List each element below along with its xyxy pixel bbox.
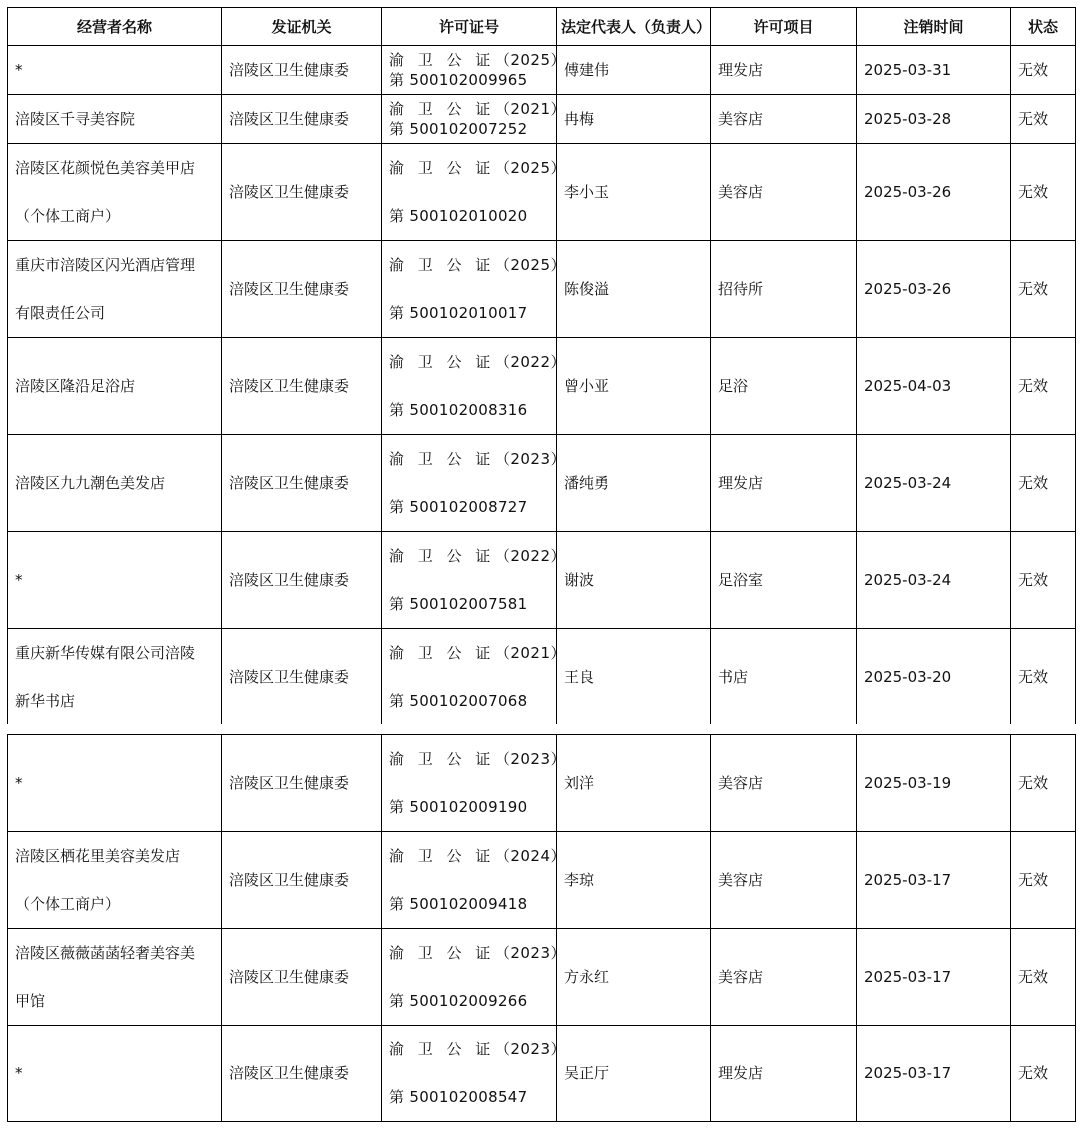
status-value: 无效 bbox=[1011, 1025, 1076, 1122]
license-year: （2023） bbox=[494, 943, 566, 962]
license-item: 美容店 bbox=[711, 95, 857, 144]
license-number-cell bbox=[382, 144, 566, 241]
license-item: 招待所 bbox=[711, 241, 857, 338]
status-value: 无效 bbox=[1011, 435, 1076, 532]
license-prefix: 渝 卫 公 证 bbox=[389, 256, 495, 274]
cancellation-date: 2025-03-17 bbox=[857, 1025, 1011, 1122]
table-row bbox=[8, 46, 1076, 95]
license-prefix: 渝 卫 公 证 bbox=[389, 51, 495, 69]
status-value: 无效 bbox=[1011, 338, 1076, 435]
table-row bbox=[8, 95, 1076, 144]
operator-name-cell bbox=[8, 1025, 222, 1122]
header-authority: 发证机关 bbox=[222, 8, 382, 46]
license-number-cell bbox=[382, 532, 566, 629]
legal-representative: 曾小亚 bbox=[557, 338, 711, 435]
license-number-cell bbox=[382, 338, 566, 435]
license-year: （2021） bbox=[494, 100, 566, 118]
license-prefix: 渝 卫 公 证 bbox=[389, 159, 495, 177]
operator-name-line2: （个体工商户） bbox=[15, 207, 121, 225]
table-row bbox=[8, 928, 1076, 1025]
legal-representative: 潘纯勇 bbox=[557, 435, 711, 532]
cancellation-date: 2025-03-17 bbox=[857, 928, 1011, 1025]
table-row bbox=[8, 831, 1076, 928]
license-number: 第 500102007252 bbox=[389, 120, 528, 138]
status-value: 无效 bbox=[1011, 241, 1076, 338]
legal-representative: 王良 bbox=[557, 629, 711, 726]
license-year: （2025） bbox=[494, 256, 566, 274]
operator-name: * bbox=[15, 773, 23, 792]
cancellation-date: 2025-03-20 bbox=[857, 629, 1011, 726]
operator-name-line2: 新华书店 bbox=[15, 692, 76, 710]
table-row bbox=[8, 1025, 1076, 1122]
status-value: 无效 bbox=[1011, 144, 1076, 241]
table-row bbox=[8, 532, 1076, 629]
license-item: 理发店 bbox=[711, 46, 857, 95]
operator-name: * bbox=[15, 61, 23, 79]
license-prefix: 渝 卫 公 证 bbox=[389, 450, 495, 468]
legal-representative: 陈俊溢 bbox=[557, 241, 711, 338]
operator-name-line2: 甲馆 bbox=[15, 991, 46, 1010]
license-prefix: 渝 卫 公 证 bbox=[389, 1040, 495, 1059]
operator-name-cell bbox=[8, 735, 222, 832]
license-number: 第 500102008316 bbox=[389, 401, 528, 419]
operator-name-cell bbox=[8, 46, 222, 95]
license-prefix: 渝 卫 公 证 bbox=[389, 547, 495, 565]
license-year: （2024） bbox=[494, 846, 566, 865]
license-number: 第 500102010017 bbox=[389, 304, 528, 322]
license-item: 美容店 bbox=[711, 831, 857, 928]
cancellation-date: 2025-03-28 bbox=[857, 95, 1011, 144]
operator-name-cell bbox=[8, 928, 222, 1025]
license-number: 第 500102009965 bbox=[389, 71, 528, 89]
license-number-cell bbox=[382, 735, 566, 832]
license-prefix: 渝 卫 公 证 bbox=[389, 100, 495, 118]
table-row bbox=[8, 735, 1076, 832]
header-name: 经营者名称 bbox=[8, 8, 222, 46]
legal-representative: 谢波 bbox=[557, 532, 711, 629]
license-year: （2023） bbox=[494, 749, 566, 768]
cancellation-date: 2025-03-19 bbox=[857, 735, 1011, 832]
license-number: 第 500102010020 bbox=[389, 207, 528, 225]
license-number: 第 500102007068 bbox=[389, 692, 528, 710]
operator-name-line2: （个体工商户） bbox=[15, 894, 121, 913]
issuing-authority: 涪陵区卫生健康委 bbox=[222, 629, 382, 726]
issuing-authority: 涪陵区卫生健康委 bbox=[222, 435, 382, 532]
license-number-cell bbox=[382, 1025, 566, 1122]
license-prefix: 渝 卫 公 证 bbox=[389, 353, 495, 371]
license-item: 理发店 bbox=[711, 435, 857, 532]
operator-name-cell bbox=[8, 95, 222, 144]
cancellation-date: 2025-04-03 bbox=[857, 338, 1011, 435]
license-item: 美容店 bbox=[711, 735, 857, 832]
operator-name: 重庆市涪陵区闪光酒店管理 bbox=[15, 256, 196, 274]
table-row bbox=[8, 629, 1076, 726]
license-item: 书店 bbox=[711, 629, 857, 726]
operator-name: 涪陵区栖花里美容美发店 bbox=[15, 846, 181, 865]
issuing-authority: 涪陵区卫生健康委 bbox=[222, 46, 382, 95]
license-year: （2023） bbox=[494, 1040, 566, 1059]
legal-representative: 李琼 bbox=[557, 831, 711, 928]
header-status: 状态 bbox=[1011, 8, 1076, 46]
issuing-authority: 涪陵区卫生健康委 bbox=[222, 928, 382, 1025]
cancellation-date: 2025-03-26 bbox=[857, 144, 1011, 241]
issuing-authority: 涪陵区卫生健康委 bbox=[222, 1025, 382, 1122]
table-row bbox=[8, 144, 1076, 241]
license-year: （2023） bbox=[494, 450, 566, 468]
license-number: 第 500102008727 bbox=[389, 498, 528, 516]
issuing-authority: 涪陵区卫生健康委 bbox=[222, 144, 382, 241]
table-row bbox=[8, 338, 1076, 435]
cancellation-date: 2025-03-24 bbox=[857, 435, 1011, 532]
cancellation-date: 2025-03-31 bbox=[857, 46, 1011, 95]
operator-name: * bbox=[15, 571, 23, 589]
license-number: 第 500102009190 bbox=[389, 797, 528, 816]
legal-representative: 刘洋 bbox=[557, 735, 711, 832]
operator-name-cell bbox=[8, 435, 222, 532]
legal-representative: 吴正厅 bbox=[557, 1025, 711, 1122]
table-row bbox=[8, 435, 1076, 532]
status-value: 无效 bbox=[1011, 532, 1076, 629]
license-prefix: 渝 卫 公 证 bbox=[389, 749, 495, 768]
license-prefix: 渝 卫 公 证 bbox=[389, 846, 495, 865]
issuing-authority: 涪陵区卫生健康委 bbox=[222, 241, 382, 338]
legal-representative: 傅建伟 bbox=[557, 46, 711, 95]
cancellation-date: 2025-03-26 bbox=[857, 241, 1011, 338]
status-value: 无效 bbox=[1011, 928, 1076, 1025]
license-number-cell bbox=[382, 831, 566, 928]
license-number-cell bbox=[382, 928, 566, 1025]
license-year: （2022） bbox=[494, 353, 566, 371]
license-number: 第 500102009266 bbox=[389, 991, 528, 1010]
issuing-authority: 涪陵区卫生健康委 bbox=[222, 532, 382, 629]
operator-name: 涪陵区千寻美容院 bbox=[15, 110, 136, 128]
status-value: 无效 bbox=[1011, 735, 1076, 832]
license-number-cell bbox=[382, 435, 566, 532]
license-number-cell bbox=[382, 95, 566, 144]
header-legal-rep: 法定代表人（负责人） bbox=[557, 8, 711, 46]
page-break bbox=[0, 724, 1085, 734]
license-year: （2025） bbox=[494, 159, 566, 177]
legal-representative: 冉梅 bbox=[557, 95, 711, 144]
issuing-authority: 涪陵区卫生健康委 bbox=[222, 735, 382, 832]
license-item: 足浴室 bbox=[711, 532, 857, 629]
operator-name-cell bbox=[8, 144, 222, 241]
license-item: 理发店 bbox=[711, 1025, 857, 1122]
license-cancellation-table bbox=[7, 7, 1076, 726]
operator-name-cell bbox=[8, 338, 222, 435]
status-value: 无效 bbox=[1011, 46, 1076, 95]
header-item: 许可项目 bbox=[711, 8, 857, 46]
operator-name: 涪陵区隆沿足浴店 bbox=[15, 377, 136, 395]
operator-name: 重庆新华传媒有限公司涪陵 bbox=[15, 644, 196, 662]
status-value: 无效 bbox=[1011, 831, 1076, 928]
license-item: 美容店 bbox=[711, 144, 857, 241]
cancellation-date: 2025-03-17 bbox=[857, 831, 1011, 928]
operator-name: 涪陵区薇薇菡菡轻奢美容美 bbox=[15, 943, 196, 962]
operator-name-cell bbox=[8, 532, 222, 629]
license-number-cell bbox=[382, 241, 566, 338]
legal-representative: 方永红 bbox=[557, 928, 711, 1025]
table-row bbox=[8, 241, 1076, 338]
license-item: 足浴 bbox=[711, 338, 857, 435]
operator-name: 涪陵区九九潮色美发店 bbox=[15, 474, 166, 492]
license-year: （2025） bbox=[494, 51, 566, 69]
issuing-authority: 涪陵区卫生健康委 bbox=[222, 338, 382, 435]
operator-name-cell bbox=[8, 629, 222, 726]
license-number-cell bbox=[382, 629, 566, 726]
cancellation-date: 2025-03-24 bbox=[857, 532, 1011, 629]
license-year: （2021） bbox=[494, 644, 566, 662]
license-cancellation-table-continued bbox=[7, 734, 1076, 1122]
issuing-authority: 涪陵区卫生健康委 bbox=[222, 95, 382, 144]
header-cancel-date: 注销时间 bbox=[857, 8, 1011, 46]
table-header-row bbox=[8, 8, 1076, 46]
operator-name-cell bbox=[8, 831, 222, 928]
header-license: 许可证号 bbox=[382, 8, 557, 46]
license-year: （2022） bbox=[494, 547, 566, 565]
operator-name-cell bbox=[8, 241, 222, 338]
status-value: 无效 bbox=[1011, 629, 1076, 726]
license-number-cell bbox=[382, 46, 566, 95]
issuing-authority: 涪陵区卫生健康委 bbox=[222, 831, 382, 928]
license-number: 第 500102007581 bbox=[389, 595, 528, 613]
legal-representative: 李小玉 bbox=[557, 144, 711, 241]
status-value: 无效 bbox=[1011, 95, 1076, 144]
operator-name: * bbox=[15, 1064, 23, 1083]
license-item: 美容店 bbox=[711, 928, 857, 1025]
operator-name: 涪陵区花颜悦色美容美甲店 bbox=[15, 159, 196, 177]
license-prefix: 渝 卫 公 证 bbox=[389, 943, 495, 962]
license-number: 第 500102008547 bbox=[389, 1088, 528, 1107]
operator-name-line2: 有限责任公司 bbox=[15, 304, 106, 322]
license-prefix: 渝 卫 公 证 bbox=[389, 644, 495, 662]
license-number: 第 500102009418 bbox=[389, 894, 528, 913]
